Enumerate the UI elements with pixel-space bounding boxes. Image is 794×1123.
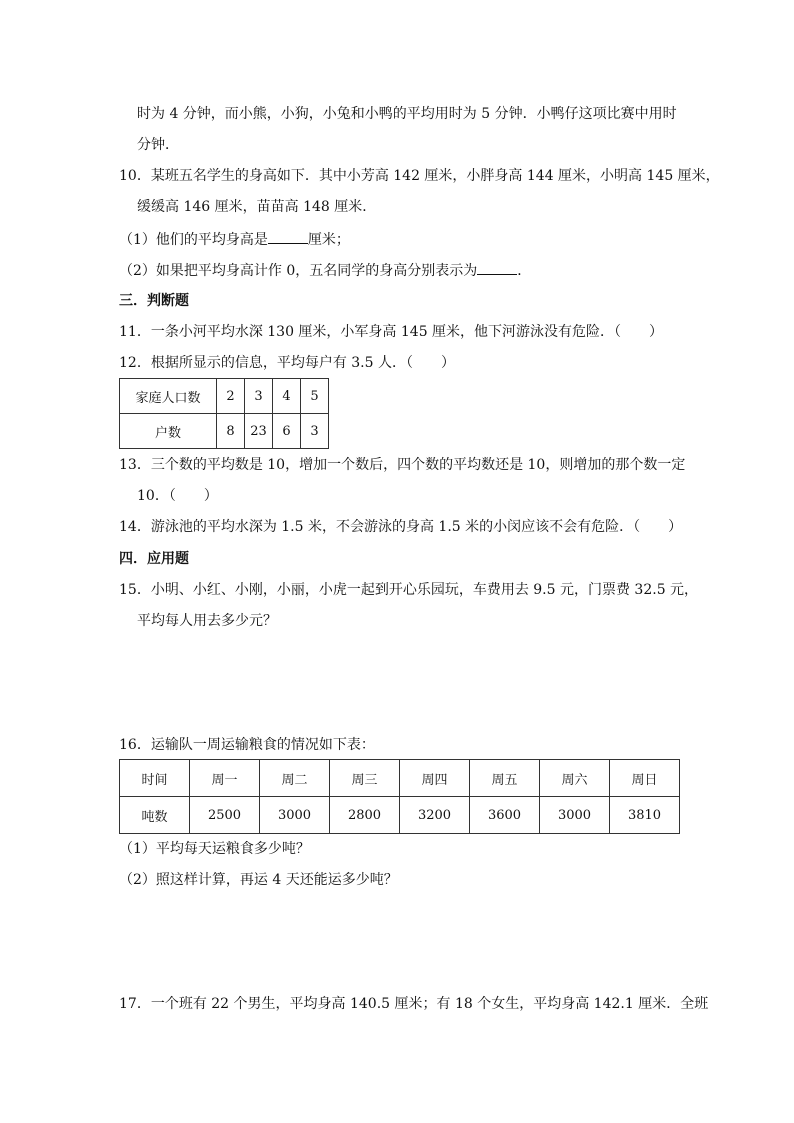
table-cell: 2 <box>217 379 245 414</box>
table-cell: 23 <box>245 414 273 449</box>
table-cell: 4 <box>273 379 301 414</box>
table-row <box>120 760 680 797</box>
q10-line2: 缓缓高 146 厘米，苗苗高 148 厘米． <box>137 199 377 215</box>
q10-sub2 <box>119 260 531 281</box>
q11: 11．一条小河平均水深 130 厘米，小军身高 145 厘米，他下河游泳没有危险．（ ） <box>119 324 664 340</box>
household-table <box>119 378 329 449</box>
q13-line1: 13．三个数的平均数是 10，增加一个数后，四个数的平均数还是 10，则增加的那个数一定 <box>119 457 686 473</box>
q10-sub2-end: ． <box>517 263 532 279</box>
table-header-cell: 周二 <box>260 760 330 797</box>
q16-sub1: （1）平均每天运粮食多少吨？ <box>119 841 310 857</box>
table-header-cell: 周三 <box>330 760 400 797</box>
table-cell: 2800 <box>330 797 400 834</box>
q9-line1: 时为 4 分钟，而小熊，小狗，小兔和小鸭的平均用时为 5 分钟．小鸭仔这项比赛中用时 <box>137 106 677 122</box>
table-header-cell: 周日 <box>610 760 680 797</box>
table-row <box>120 414 329 449</box>
table-header-cell: 周五 <box>470 760 540 797</box>
section-heading-application: 四．应用题 <box>119 551 189 567</box>
table-cell: 3000 <box>540 797 610 834</box>
q12: 12．根据所显示的信息，平均每户有 3.5 人．（ ） <box>119 355 455 371</box>
table-header-cell: 周六 <box>540 760 610 797</box>
answer-blank <box>268 229 308 244</box>
q15-line2: 平均每人用去多少元？ <box>137 613 277 629</box>
q10-line1: 10．某班五名学生的身高如下．其中小芳高 142 厘米，小胖身高 144 厘米，小明高 145 厘米， <box>119 168 720 184</box>
table-cell: 3 <box>245 379 273 414</box>
table-cell: 3810 <box>610 797 680 834</box>
q16-intro: 16．运输队一周运输粮食的情况如下表： <box>119 737 375 753</box>
table-cell: 5 <box>301 379 329 414</box>
table-cell: 3000 <box>260 797 330 834</box>
table-row <box>120 797 680 834</box>
table-cell: 3200 <box>400 797 470 834</box>
q14: 14．游泳池的平均水深为 1.5 米，不会游泳的身高 1.5 米的小闵应该不会有危险．（ ） <box>119 519 683 535</box>
q13-line2: 10．（ ） <box>137 488 218 504</box>
q10-sub1-unit: 厘米； <box>307 232 350 248</box>
table-header-cell: 周四 <box>400 760 470 797</box>
q15-line1: 15．小明、小红、小刚，小丽，小虎一起到开心乐园玩，车费用去 9.5 元，门票费 32.5 元， <box>119 582 699 598</box>
table-cell: 3 <box>301 414 329 449</box>
table-header-cell: 周一 <box>190 760 260 797</box>
table-cell: 8 <box>217 414 245 449</box>
q9-line2: 分钟． <box>137 137 179 153</box>
answer-blank <box>477 260 517 275</box>
table-cell: 吨数 <box>120 797 190 834</box>
q16-sub2: （2）照这样计算，再运 4 天还能运多少吨？ <box>119 872 398 888</box>
table-row <box>120 379 329 414</box>
table-cell: 6 <box>273 414 301 449</box>
q10-sub1-text: （1）他们的平均身高是 <box>119 232 268 248</box>
table-cell: 2500 <box>190 797 260 834</box>
section-heading-judgement: 三．判断题 <box>119 293 189 309</box>
table-header-cell: 时间 <box>120 760 190 797</box>
table-header-cell: 家庭人口数 <box>120 379 217 414</box>
q10-sub1 <box>119 229 350 250</box>
q17-line1: 17．一个班有 22 个男生，平均身高 140.5 厘米；有 18 个女生，平均身高 142.1 厘米．全班 <box>119 996 709 1012</box>
transport-table <box>119 759 680 834</box>
table-header-cell: 户数 <box>120 414 217 449</box>
q10-sub2-text: （2）如果把平均身高计作 0，五名同学的身高分别表示为 <box>119 263 478 279</box>
table-cell: 3600 <box>470 797 540 834</box>
